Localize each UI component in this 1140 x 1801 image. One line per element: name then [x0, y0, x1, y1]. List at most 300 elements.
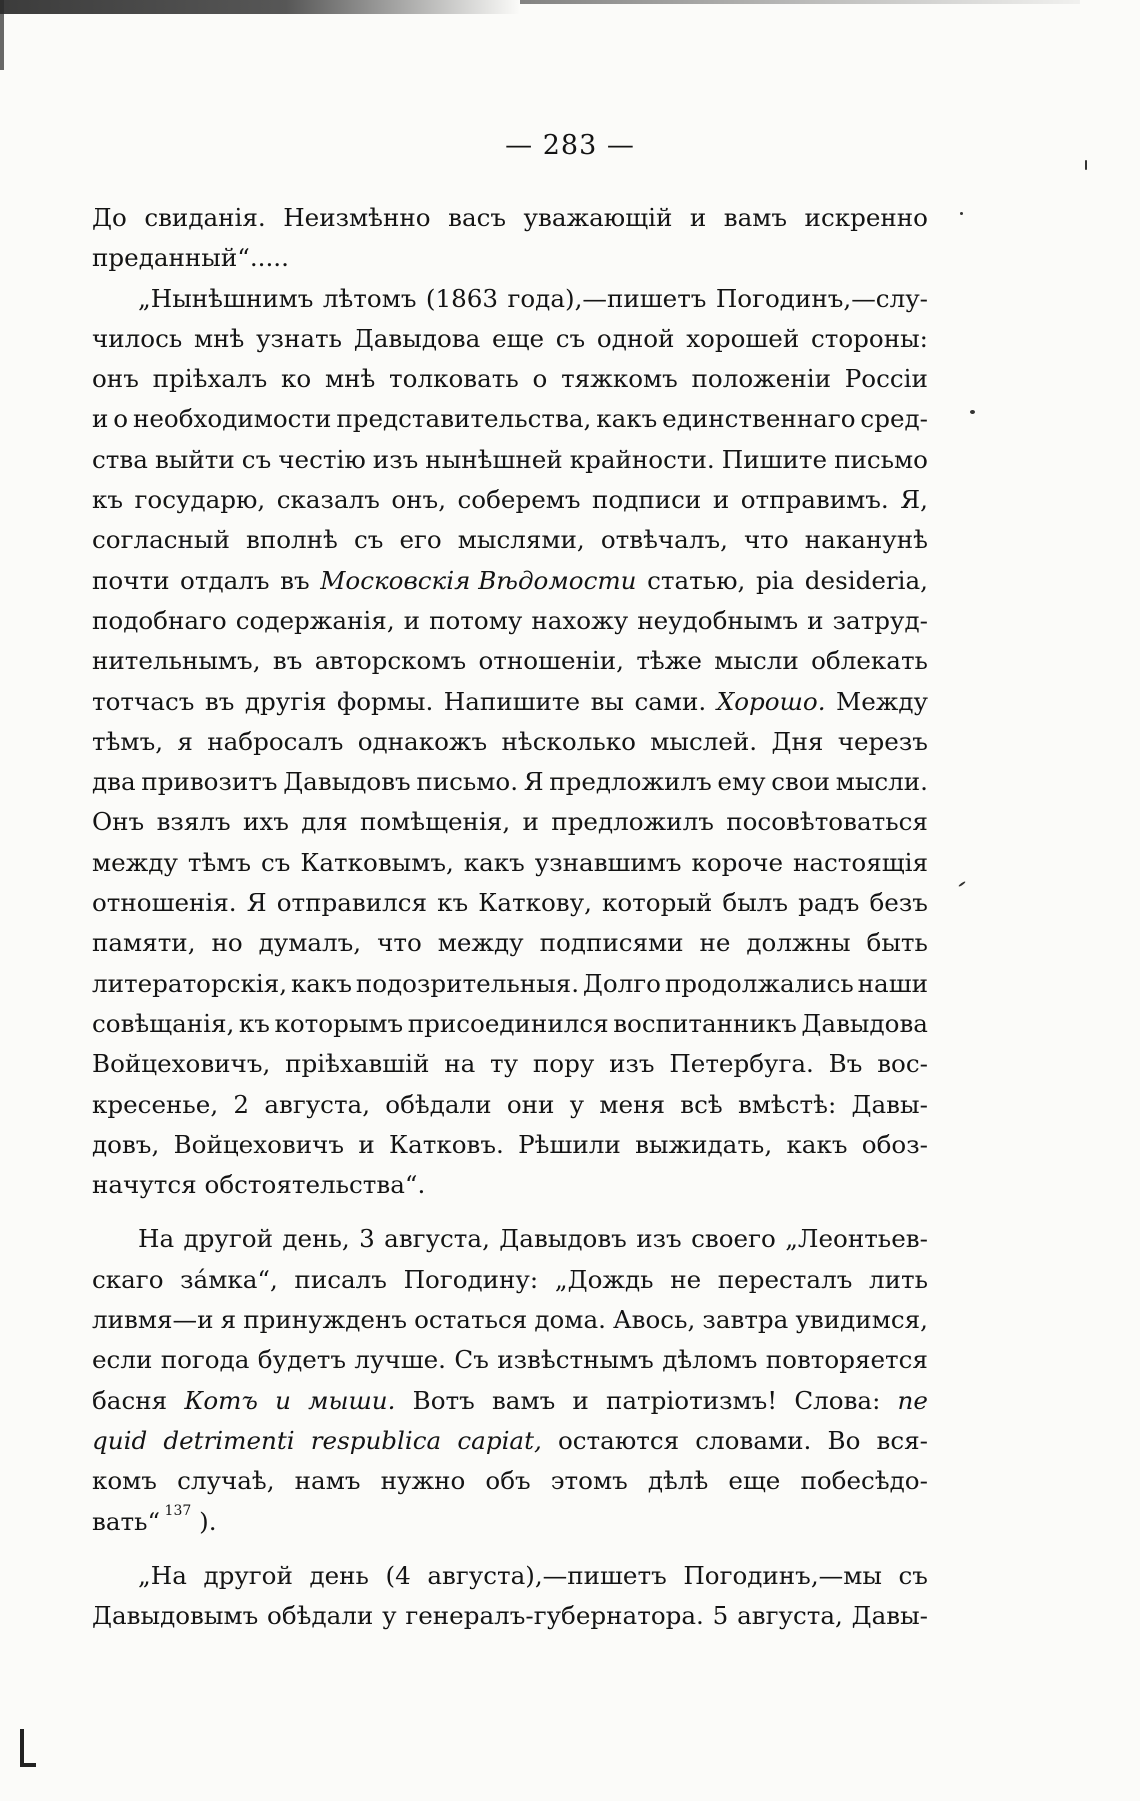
- word: дома.: [534, 1305, 606, 1335]
- word: и: [275, 1385, 291, 1415]
- text-line: [92, 1165, 928, 1205]
- word: если: [92, 1345, 153, 1375]
- word: и: [358, 1129, 375, 1159]
- word: день: [309, 1560, 369, 1590]
- word: однакожъ: [357, 726, 488, 756]
- word: чилось: [92, 323, 183, 353]
- text-line: [92, 964, 928, 1004]
- word: изъ: [609, 1049, 655, 1079]
- text-line: [92, 279, 928, 319]
- scan-corner-mark: [20, 1729, 24, 1767]
- word: набросалъ: [207, 726, 344, 756]
- word: Между: [836, 686, 928, 716]
- word: и: [92, 404, 109, 434]
- word: Погодинъ,—мы: [683, 1560, 882, 1590]
- word: предложилъ: [549, 767, 712, 797]
- word: подписями: [539, 928, 684, 958]
- word: „Леонтьев-: [785, 1224, 928, 1254]
- word: памяти,: [92, 928, 196, 958]
- text-line: [92, 802, 928, 842]
- word: ства: [92, 444, 148, 474]
- word: потому: [429, 605, 523, 635]
- word: должны: [746, 928, 851, 958]
- word: Вотъ: [412, 1385, 475, 1415]
- word: съ: [353, 525, 384, 555]
- word: ко: [281, 364, 312, 394]
- word: повторяется: [765, 1345, 928, 1375]
- scan-speck: [970, 410, 975, 414]
- text-line: [92, 359, 928, 399]
- word: еще: [492, 323, 545, 353]
- word: посовѣтоваться: [726, 807, 928, 837]
- word: Войцеховичъ: [173, 1129, 345, 1159]
- word: государю,: [134, 485, 266, 515]
- text-line: [92, 682, 928, 722]
- word: Въ: [828, 1049, 863, 1079]
- word: нительнымъ,: [92, 646, 261, 676]
- word: мыши.: [308, 1385, 396, 1415]
- word: quid: [92, 1425, 148, 1455]
- word: 3: [359, 1224, 375, 1254]
- text-line: [92, 238, 928, 278]
- word: которымъ: [274, 1008, 404, 1038]
- page-number: — 283 —: [505, 130, 635, 161]
- word: погода: [160, 1345, 250, 1375]
- text-line: [92, 641, 928, 681]
- word: Пишите: [721, 444, 828, 474]
- word: обоз-: [861, 1129, 928, 1159]
- text-line: [92, 762, 928, 802]
- word: литераторскія,: [92, 968, 288, 998]
- word: присоединился: [407, 1008, 609, 1038]
- word: извѣстнымъ: [497, 1345, 654, 1375]
- word: безъ: [869, 888, 928, 918]
- word: Во: [827, 1425, 861, 1455]
- word: desideria,: [804, 565, 928, 595]
- word: подобнаго: [92, 605, 227, 635]
- word: Давыдова: [353, 323, 481, 353]
- word: ).: [199, 1506, 217, 1536]
- word: о: [532, 364, 548, 394]
- word: съ: [261, 847, 291, 877]
- word: этомъ: [550, 1466, 628, 1496]
- word: Авось,: [613, 1305, 696, 1335]
- word: сказалъ: [276, 485, 380, 515]
- word: Дня: [771, 726, 824, 756]
- word: Давыдовъ: [283, 767, 411, 797]
- word: и: [403, 605, 421, 635]
- word: два: [92, 767, 136, 797]
- word: До: [92, 203, 127, 232]
- word: одной: [596, 323, 675, 353]
- word: (1863: [425, 283, 499, 313]
- word: и: [689, 203, 707, 232]
- word: остаются: [557, 1425, 680, 1455]
- word: отношенія.: [92, 888, 237, 918]
- text-line: [92, 1125, 928, 1165]
- word: я: [177, 726, 193, 756]
- word: къ: [92, 485, 124, 515]
- word: и: [572, 1385, 589, 1415]
- word: былъ: [722, 888, 789, 918]
- word: „Дождь: [554, 1264, 654, 1294]
- word: наканунѣ: [804, 525, 928, 555]
- word: отношеніи,: [478, 646, 624, 676]
- word: Давыдовъ: [499, 1224, 627, 1254]
- word: выйти: [154, 444, 235, 474]
- word: басня: [92, 1385, 168, 1415]
- word: облекать: [811, 646, 928, 676]
- text-line: [92, 1044, 928, 1084]
- scan-speck: [960, 212, 963, 215]
- word: для: [301, 807, 348, 837]
- word: Давыдовымъ: [92, 1601, 259, 1631]
- word: продолжались: [664, 968, 854, 998]
- text-line: [92, 601, 928, 641]
- word: сред-: [860, 404, 928, 434]
- word: какъ: [596, 404, 658, 434]
- word: принужденъ: [243, 1305, 407, 1335]
- word: у: [569, 1089, 585, 1119]
- text-line: [92, 1300, 928, 1340]
- word: Я,: [900, 485, 928, 515]
- word: На: [138, 1224, 175, 1254]
- word: объ: [485, 1466, 531, 1496]
- word: вся-: [876, 1425, 928, 1455]
- word: ne: [897, 1385, 928, 1415]
- text-line: [92, 1596, 928, 1636]
- word: дѣломъ: [662, 1345, 758, 1375]
- word: письмо: [834, 444, 928, 474]
- word: нужно: [380, 1466, 466, 1496]
- word: еще: [728, 1466, 781, 1496]
- word: отвѣчалъ,: [600, 525, 728, 555]
- text-line: [92, 480, 928, 520]
- word: содержанія,: [235, 605, 395, 635]
- word: къ: [437, 888, 469, 918]
- paragraph-gap: [92, 1205, 928, 1219]
- word: побесѣдо-: [800, 1466, 928, 1496]
- word: согласный: [92, 525, 230, 555]
- word: они: [506, 1089, 555, 1119]
- word: предложилъ: [551, 807, 714, 837]
- paragraph-gap: [92, 1542, 928, 1556]
- word: представительства,: [336, 404, 592, 434]
- word: Каткову,: [478, 888, 592, 918]
- word: обѣдали: [385, 1089, 492, 1119]
- word: пересталъ: [717, 1264, 853, 1294]
- word: остаться: [414, 1305, 528, 1335]
- word: мыслями,: [457, 525, 585, 555]
- word: будетъ: [257, 1345, 347, 1375]
- word: не: [699, 928, 731, 958]
- word: который: [602, 888, 713, 918]
- word: другой: [203, 1560, 293, 1590]
- word: августа,: [737, 1601, 843, 1631]
- word: соберемъ: [457, 485, 581, 515]
- word: Давыдова: [801, 1008, 928, 1038]
- word: стороны:: [810, 323, 928, 353]
- word: комъ: [92, 1466, 157, 1496]
- word: Давы-: [851, 1601, 928, 1631]
- word: онъ,: [391, 485, 447, 515]
- text-line: [92, 399, 928, 439]
- word: тѣмъ: [187, 847, 252, 877]
- word: въ: [204, 686, 235, 716]
- word: крайности.: [569, 444, 715, 474]
- text-line: [92, 1085, 928, 1125]
- word: зáмка“,: [180, 1264, 278, 1294]
- word: и: [807, 605, 824, 635]
- word: короче: [691, 847, 784, 877]
- word: въ: [280, 565, 310, 595]
- word: я: [220, 1305, 237, 1335]
- word: вполнѣ: [245, 525, 338, 555]
- word: 5: [712, 1601, 729, 1631]
- word: свои: [771, 767, 831, 797]
- word: Хорошо.: [716, 686, 826, 716]
- word: detrimenti: [163, 1425, 295, 1455]
- text-line: [92, 1556, 928, 1596]
- word: Я: [246, 888, 267, 918]
- word: Россіи: [844, 364, 928, 394]
- word: Напишите: [443, 686, 581, 716]
- word: Московскія Вѣдомости: [320, 565, 637, 595]
- word: быть: [866, 928, 928, 958]
- word: какъ: [463, 847, 525, 877]
- word: Съ: [454, 1345, 489, 1375]
- scan-corner-mark-foot: [20, 1763, 36, 1767]
- text-line: [92, 520, 928, 560]
- text-line: [92, 923, 928, 963]
- word: у: [382, 1601, 397, 1631]
- word: формы.: [336, 686, 434, 716]
- word: respublica: [310, 1425, 442, 1455]
- word: вы: [590, 686, 624, 716]
- word: и: [712, 485, 730, 515]
- word: завтра: [702, 1305, 789, 1335]
- word: своего: [691, 1224, 776, 1254]
- word: узнать: [256, 323, 343, 353]
- word: привозитъ: [141, 767, 278, 797]
- word: отправимъ.: [740, 485, 889, 515]
- word: необходимости: [132, 404, 332, 434]
- text-line: [92, 1004, 928, 1044]
- word: къ: [238, 1008, 270, 1038]
- text-line: [92, 198, 928, 238]
- word: мнѣ: [193, 323, 245, 353]
- word: 2: [233, 1089, 250, 1119]
- word: Петербуга.: [669, 1049, 814, 1079]
- word: авторскомъ: [314, 646, 467, 676]
- word: совѣщанія,: [92, 1008, 235, 1038]
- word: генералъ-губернатора.: [405, 1601, 704, 1631]
- word: тѣже: [636, 646, 702, 676]
- word: что: [744, 525, 789, 555]
- word: всѣ: [680, 1089, 723, 1119]
- word: изъ: [372, 444, 419, 474]
- scan-speck: [958, 881, 966, 887]
- word: единственнаго: [662, 404, 856, 434]
- text-line: [92, 440, 928, 480]
- word: взялъ: [156, 807, 231, 837]
- word: васъ: [448, 203, 507, 232]
- word: какъ: [290, 968, 352, 998]
- word: кресенье,: [92, 1089, 219, 1119]
- word: Неизмѣнно: [283, 203, 431, 232]
- text-line: [92, 1381, 928, 1421]
- word: Катковымъ,: [300, 847, 454, 877]
- word: помѣщенія,: [359, 807, 511, 837]
- word: нѣсколько: [501, 726, 636, 756]
- text-line: [92, 319, 928, 359]
- word: Котъ: [184, 1385, 258, 1415]
- word: Катковъ.: [389, 1129, 504, 1159]
- word: между: [92, 847, 178, 877]
- word: capiat,: [457, 1425, 542, 1455]
- word: не: [670, 1264, 702, 1294]
- word: вамъ: [723, 203, 788, 232]
- text-line: [92, 843, 928, 883]
- word: лѣтомъ: [322, 283, 417, 313]
- word: съ: [898, 1560, 928, 1590]
- word: тяжкомъ: [561, 364, 678, 394]
- word: Погодинъ,—слу-: [715, 283, 928, 313]
- word: письмо.: [416, 767, 519, 797]
- word: черезъ: [837, 726, 928, 756]
- word: Я: [523, 767, 544, 797]
- word: писалъ: [294, 1264, 387, 1294]
- word: довъ,: [92, 1129, 160, 1159]
- word: пріѣхавшій: [285, 1049, 430, 1079]
- word: (4: [385, 1560, 411, 1590]
- word: мысли: [714, 646, 799, 676]
- word: отдалъ: [180, 565, 270, 595]
- word: но: [211, 928, 243, 958]
- text-line: [92, 883, 928, 923]
- word: вос-: [877, 1049, 928, 1079]
- word: скаго: [92, 1264, 164, 1294]
- word: лить: [868, 1264, 928, 1294]
- word: хорошей: [686, 323, 800, 353]
- word: мысли.: [835, 767, 928, 797]
- word: Долго: [582, 968, 661, 998]
- word: какъ: [786, 1129, 848, 1159]
- word: нахожу: [531, 605, 629, 635]
- text-line: [92, 1340, 928, 1380]
- word: пріѣхалъ: [152, 364, 268, 394]
- word: увидимся,: [795, 1305, 928, 1335]
- word: преданный“.....: [92, 243, 289, 273]
- word: и: [522, 807, 539, 837]
- word: ливмя—и: [92, 1305, 214, 1335]
- word: сами.: [634, 686, 707, 716]
- word: нынѣшней: [425, 444, 563, 474]
- word: Онъ: [92, 807, 145, 837]
- word: августа),—пишетъ: [427, 1560, 667, 1590]
- word: думалъ,: [258, 928, 362, 958]
- word: узнавшимъ: [534, 847, 682, 877]
- word: намъ: [294, 1466, 361, 1496]
- word: выжидать,: [635, 1129, 773, 1159]
- word: затруд-: [832, 605, 928, 635]
- word: случаѣ,: [177, 1466, 275, 1496]
- word: года),—пишетъ: [507, 283, 707, 313]
- word: словами.: [695, 1425, 812, 1455]
- word: изъ: [636, 1224, 682, 1254]
- body-text: [92, 198, 928, 1636]
- word: лучше.: [354, 1345, 446, 1375]
- word: другой: [183, 1224, 273, 1254]
- word: тотчасъ: [92, 686, 195, 716]
- word: отправился: [276, 888, 428, 918]
- word: о: [113, 404, 129, 434]
- word: воспитанникъ: [613, 1008, 797, 1038]
- word: тѣмъ,: [92, 726, 164, 756]
- scan-speck: [1085, 160, 1087, 170]
- word: что: [377, 928, 422, 958]
- text-line: [92, 1219, 928, 1259]
- word: онъ: [92, 364, 139, 394]
- scan-border-left: [0, 0, 4, 70]
- word: вать“: [92, 1506, 161, 1536]
- text-line: [92, 1461, 928, 1501]
- scan-border-top: [0, 0, 520, 14]
- word: на: [444, 1049, 476, 1079]
- word: неудобнымъ: [637, 605, 799, 635]
- word: между: [437, 928, 524, 958]
- word: августа,: [384, 1224, 490, 1254]
- word: обѣдали: [267, 1601, 374, 1631]
- word: дѣлѣ: [647, 1466, 709, 1496]
- word: начутся: [92, 1170, 197, 1200]
- word: радъ: [798, 888, 860, 918]
- word: положеніи: [691, 364, 831, 394]
- word: Давы-: [851, 1089, 928, 1119]
- word: ту: [490, 1049, 519, 1079]
- word: вмѣстѣ:: [737, 1089, 837, 1119]
- word: честію: [278, 444, 366, 474]
- word: ихъ: [243, 807, 289, 837]
- word: Войцеховичъ,: [92, 1049, 271, 1079]
- word: наши: [857, 968, 928, 998]
- word: другія: [244, 686, 327, 716]
- footnote-ref: 137: [164, 1502, 192, 1519]
- word: Слова:: [794, 1385, 881, 1415]
- word: подозрительныя.: [355, 968, 580, 998]
- word: искренно: [804, 203, 928, 232]
- word: „На: [138, 1560, 187, 1590]
- text-line: [92, 1260, 928, 1300]
- word: статью,: [647, 565, 746, 595]
- word: подписи: [592, 485, 702, 515]
- word: въ: [272, 646, 303, 676]
- word: толковать: [389, 364, 519, 394]
- word: мыслей.: [650, 726, 758, 756]
- word: пору: [532, 1049, 595, 1079]
- word: патріотизмъ!: [606, 1385, 778, 1415]
- word: съ: [555, 323, 586, 353]
- word: Рѣшили: [518, 1129, 621, 1159]
- text-line: [92, 1502, 928, 1542]
- scan-border-top-fade: [520, 0, 1080, 4]
- word: „Нынѣшнимъ: [138, 283, 314, 313]
- word: настоящія: [792, 847, 928, 877]
- word: меня: [599, 1089, 665, 1119]
- word: августа,: [264, 1089, 371, 1119]
- text-line: [92, 1421, 928, 1461]
- word: вамъ: [491, 1385, 556, 1415]
